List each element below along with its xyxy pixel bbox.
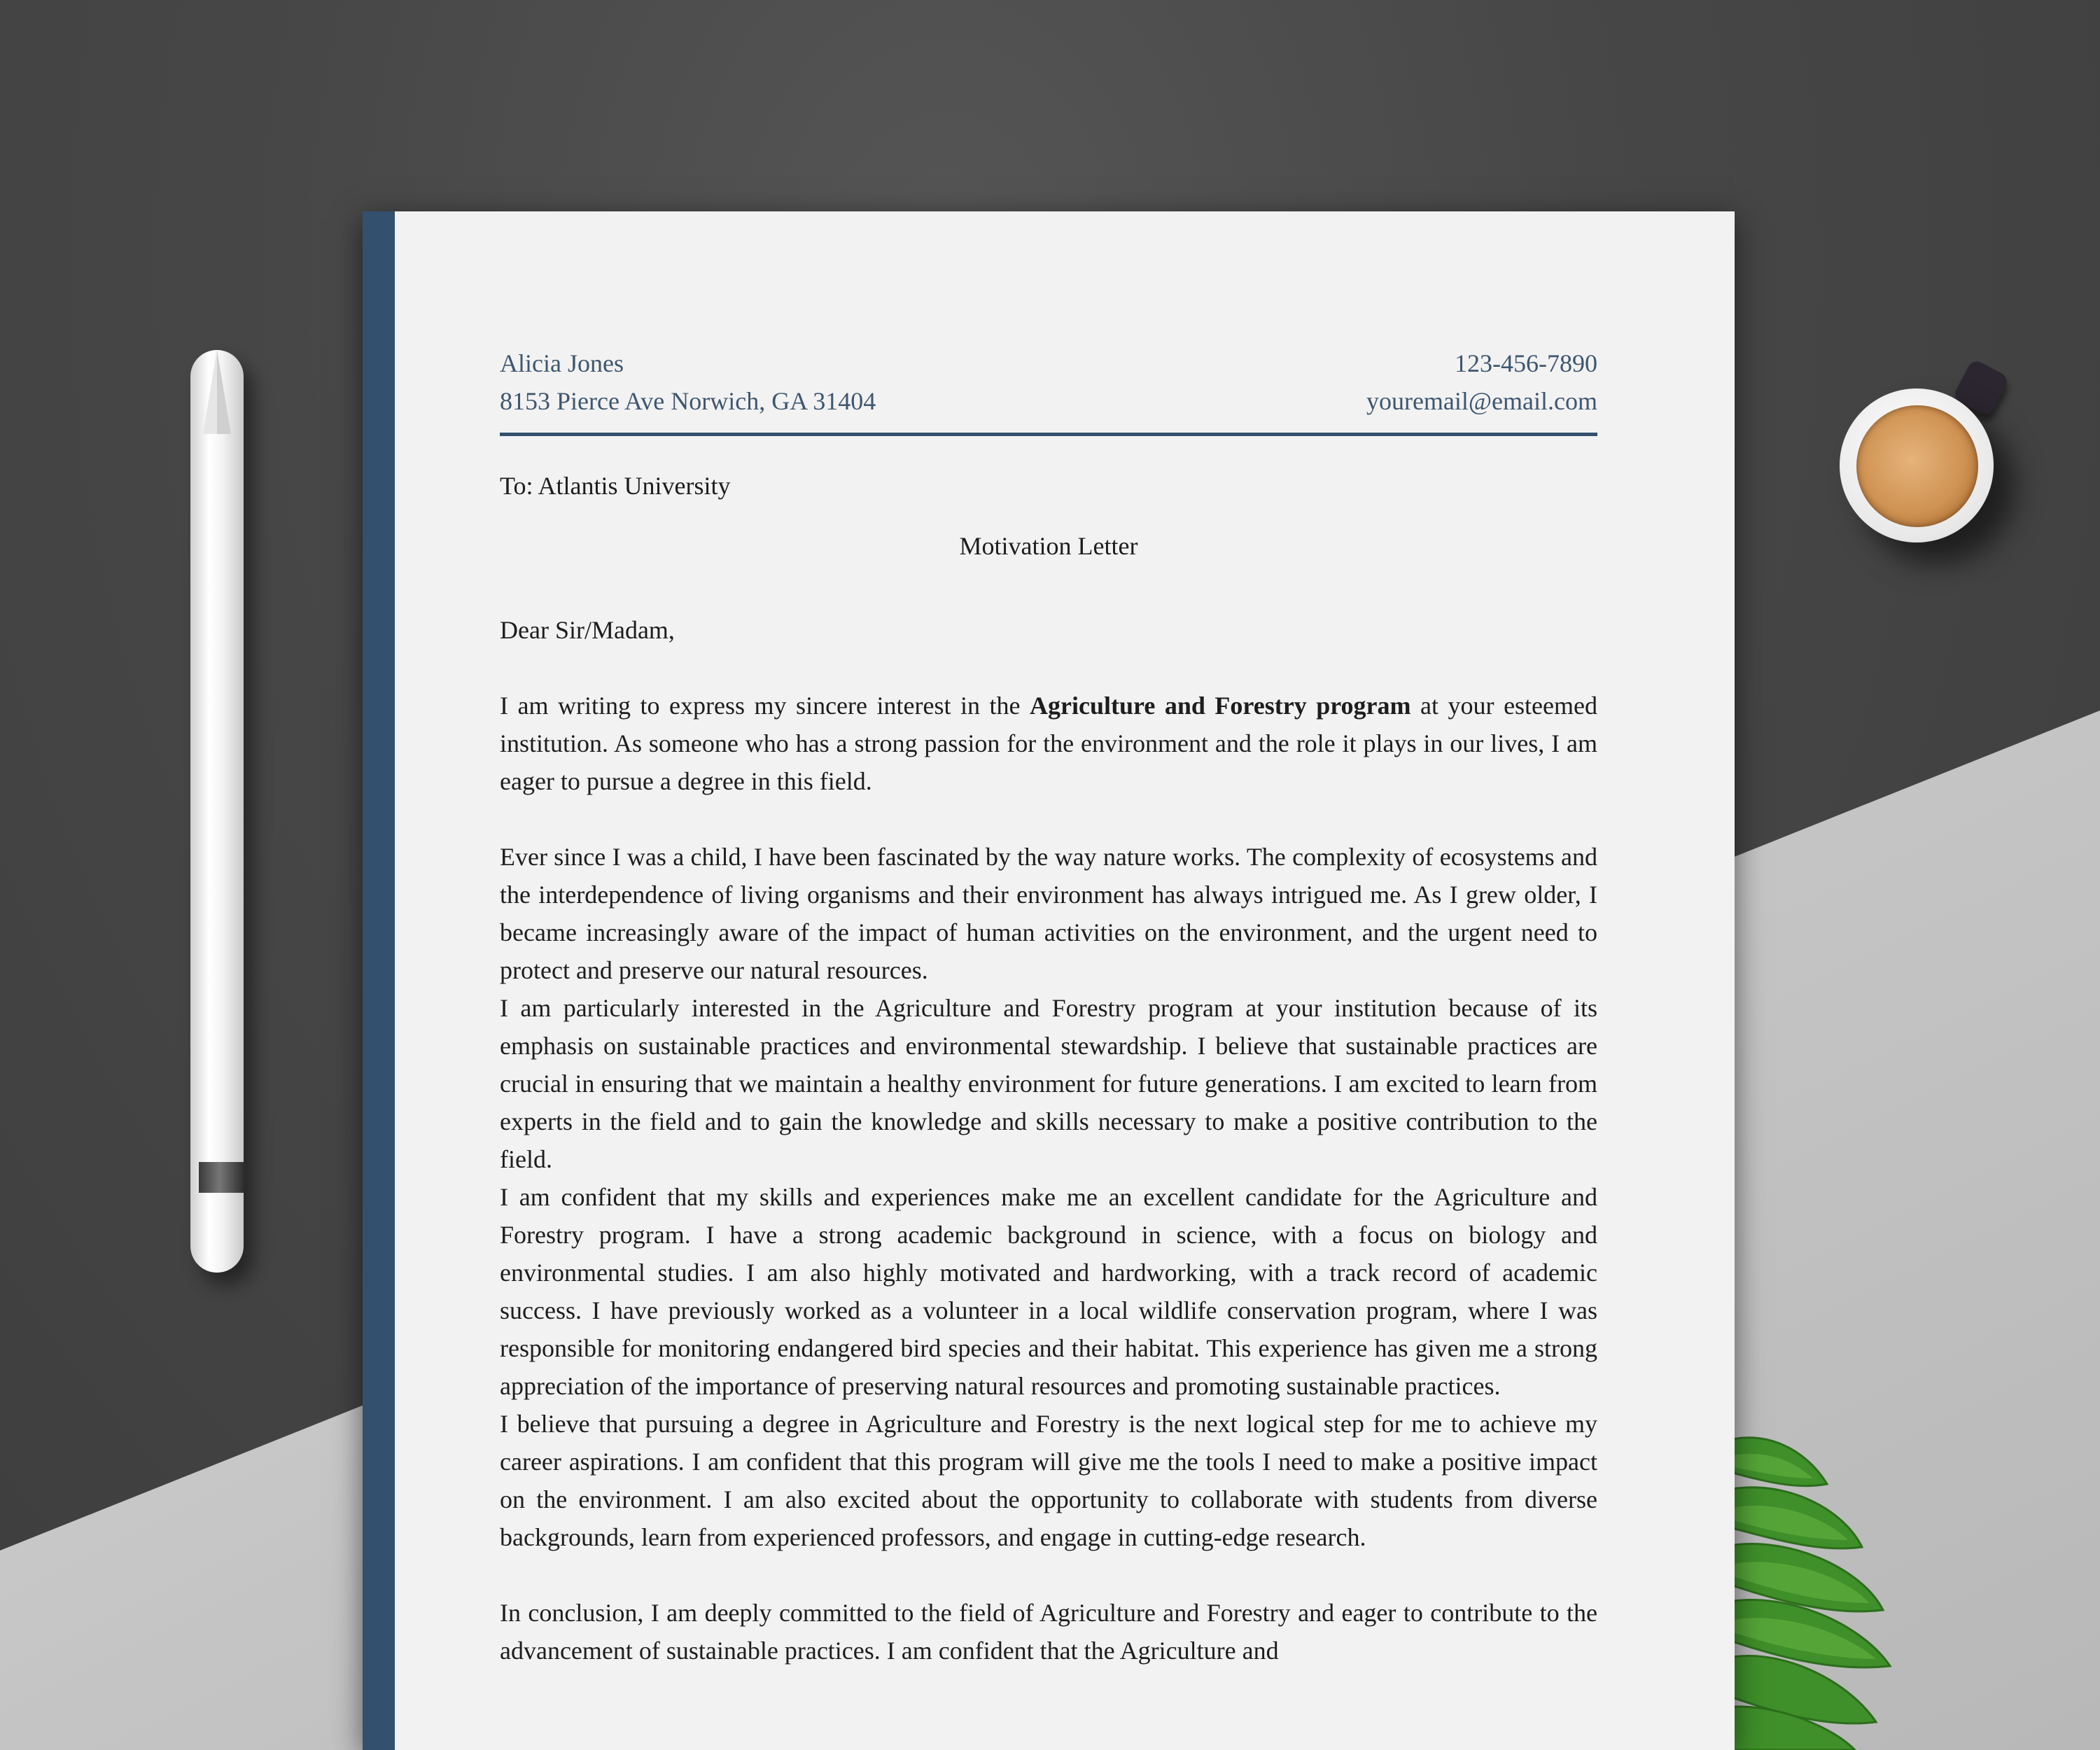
plant-leaves [1722, 1428, 1904, 1750]
paragraph-1-end: at your esteemed institution. As someone who has a strong passion for the environment and the role it plays in our lives, I am eager to pursue a degree in this field. [500, 692, 1597, 795]
letter-content [500, 344, 1597, 1670]
pencil-tip [197, 350, 237, 434]
sender-address: 8153 Pierce Ave Norwich, GA 31404 [500, 387, 876, 415]
sender-name: Alicia Jones [500, 349, 624, 377]
recipient-line: To: Atlantis University [500, 472, 731, 500]
paragraph-2: Ever since I was a child, I have been fascinated by the way nature works. The complexity of ecosystems and the interdependence of living organisms and their environment has always intrigued me. As I grew older, I became increasingly aware of the impact of human activities on the environment, and the urgent need to protect and preserve our natural resources. [500, 843, 1597, 984]
program-name: Agriculture and Forestry program [1030, 692, 1411, 720]
coffee [1856, 405, 1978, 527]
paragraph-1-start: I am writing to express my sincere interest in the [500, 692, 1030, 720]
header-divider [500, 433, 1597, 436]
pencil-band [199, 1162, 245, 1193]
letter-header [500, 344, 1597, 420]
document-title: Motivation Letter [959, 532, 1138, 560]
paragraph-3: I am particularly interested in the Agriculture and Forestry program at your institution because of its emphasis on sustainable practices and environmental stewardship. I believe that sustainable practices are crucial in ensuring that we maintain a healthy environment for future generations. I am excited to learn from experts in the field and to gain the knowledge and skills necessary to make a positive contribution to the field. [500, 994, 1597, 1173]
sender-email: youremail@email.com [1366, 387, 1597, 415]
accent-band [363, 211, 395, 1750]
contact-block [1366, 344, 1597, 420]
paragraph-4: I am confident that my skills and experiences make me an excellent candidate for the Agriculture and Forestry program. I have a strong academic background in science, with a focus on biology and environmental studies. I am also highly motivated and hardworking, with a track record of academic success. I have previously worked as a volunteer in a local wildlife conservation program, where I was responsible for monitoring endangered bird species and their habitat. This experience has given me a strong appreciation of the importance of preserving natural resources and promoting sustainable practices. [500, 1183, 1597, 1400]
pencil [190, 350, 244, 1273]
salutation: Dear Sir/Madam, [500, 616, 675, 644]
sender-phone: 123-456-7890 [1455, 349, 1597, 377]
sender-block [500, 344, 876, 420]
paragraph-5: I believe that pursuing a degree in Agriculture and Forestry is the next logical step for me to achieve my career aspirations. I am confident that this program will give me the tools I need to make a positive impact on the environment. I am also excited about the opportunity to collaborate with students from diverse backgrounds, learn from experienced professors, and engage in cutting-edge research. [500, 1410, 1597, 1551]
letter-page [363, 211, 1735, 1750]
paragraph-6: In conclusion, I am deeply committed to the field of Agriculture and Forestry and eager to contribute to the advancement of sustainable practices. I am confident that the Agriculture and [500, 1599, 1597, 1665]
paragraph-1 [500, 687, 1597, 800]
